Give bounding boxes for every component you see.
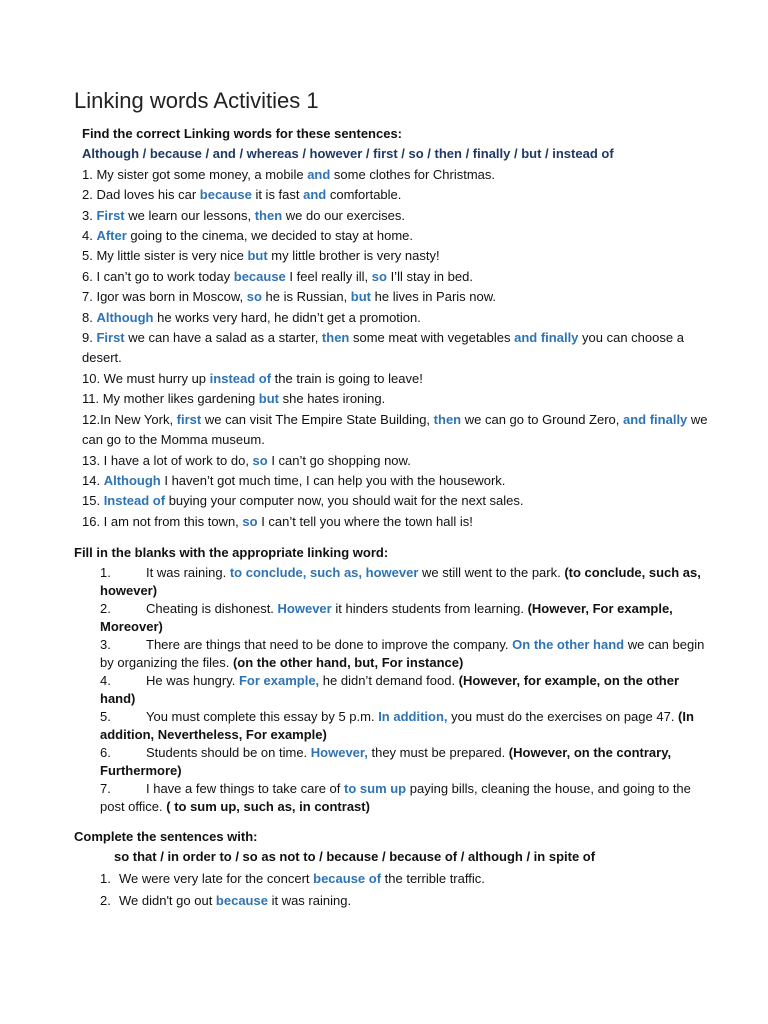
linking-word: and finally	[623, 411, 688, 427]
linking-word: First	[96, 330, 125, 346]
sentence-text: comfortable.	[326, 187, 402, 203]
sentence-text: the train is going to leave!	[271, 370, 423, 386]
linking-word: After	[96, 228, 127, 244]
sentence-text: going to the cinema, we decided to stay at home.	[126, 228, 413, 244]
linking-word: because	[233, 268, 286, 284]
sentence-text: 6. I can’t go to work today	[82, 268, 234, 284]
linking-word: and finally	[514, 330, 579, 346]
answer-options: (However, on the contrary, Furthermore)	[100, 745, 672, 779]
answer-word: However,	[310, 745, 368, 761]
sentence-5	[82, 246, 722, 266]
sentence-8	[82, 308, 722, 328]
sentence-text: 15.	[82, 493, 104, 509]
linking-word: then	[433, 411, 462, 427]
sentence-text: buying your computer now, you should wait for the next sales.	[165, 493, 524, 509]
fill-item-3	[74, 636, 714, 672]
item-text: we still went to the park.	[418, 564, 565, 580]
section2-item-list	[74, 564, 714, 816]
fill-item-1	[74, 564, 714, 600]
sentence-2	[82, 185, 722, 205]
sentence-text: some meat with vegetables	[349, 330, 515, 346]
linking-word: First	[96, 207, 125, 223]
sentence-text: 4.	[82, 228, 97, 244]
sentence-10	[82, 369, 722, 389]
answer-word: to conclude, such as, however	[229, 564, 419, 580]
sentence-text: I haven’t got much time, I can help you with the housework.	[160, 472, 506, 488]
fill-item-6	[74, 744, 714, 780]
linking-word: so	[252, 452, 268, 468]
sentence-text: we learn our lessons,	[124, 207, 255, 223]
item-number: 4.	[100, 673, 111, 689]
section-fill-blanks	[74, 544, 714, 816]
sentence-text: you can choose a desert.	[82, 330, 684, 366]
section-linking-sentences	[82, 124, 722, 532]
sentence-9	[82, 328, 722, 369]
item-text: you must do the exercises on page 47.	[447, 709, 679, 725]
sentence-16	[82, 512, 722, 532]
sentence-text: it was raining.	[267, 893, 352, 908]
sentence-text: we can go to the Momma museum.	[82, 411, 708, 448]
item-number: 1.	[100, 871, 111, 886]
sentence-text: We were very late for the concert	[119, 871, 314, 886]
item-text: paying bills, cleaning the house, and going to the post office.	[100, 781, 691, 815]
sentence-13	[82, 451, 722, 471]
item-text: I have a few things to take care of	[146, 781, 345, 797]
fill-item-5	[74, 708, 714, 744]
sentence-text: my little brother is very nasty!	[267, 248, 440, 264]
sentence-text: 11. My mother likes gardening	[82, 391, 259, 407]
linking-word: Instead of	[103, 493, 166, 509]
sentence-text: 14.	[82, 472, 104, 488]
sentence-15	[82, 491, 722, 511]
item-number: 3.	[100, 636, 111, 652]
sentence-6	[82, 267, 722, 287]
linking-word: because	[215, 893, 268, 908]
item-text: we can begin by organizing the files.	[100, 636, 705, 670]
item-text: There are things that need to be done to improve the company.	[146, 636, 513, 652]
item-text: Students should be on time.	[146, 745, 311, 761]
answer-word: However	[277, 600, 332, 616]
linking-word: then	[321, 330, 350, 346]
linking-word: because of	[313, 871, 382, 886]
linking-word: Although	[103, 472, 161, 488]
sentence-text: 10. We must hurry up	[82, 370, 210, 386]
sentence-text: we can have a salad as a starter,	[124, 330, 322, 346]
sentence-text: We didn't go out	[119, 893, 216, 908]
linking-word: so	[246, 289, 262, 305]
section3-heading: Complete the sentences with:	[74, 829, 258, 844]
sentence-text: I can’t go shopping now.	[267, 452, 411, 468]
sentence-text: it is fast	[251, 187, 304, 203]
answer-word: On the other hand	[512, 636, 625, 652]
section1-sentence-list	[82, 165, 722, 532]
sentence-text: he is Russian,	[261, 289, 351, 305]
sentence-text: 9.	[82, 330, 97, 346]
section2-heading: Fill in the blanks with the appropriate linking word:	[74, 545, 389, 560]
linking-word: but	[247, 248, 268, 264]
answer-options: (on the other hand, but, For instance)	[232, 654, 464, 670]
sentence-text: I can’t tell you where the town hall is!	[257, 513, 473, 529]
item-text: he didn’t demand food.	[319, 673, 459, 689]
linking-word: then	[254, 207, 283, 223]
complete-item-2	[74, 891, 714, 911]
answer-options: (to conclude, such as, however)	[100, 564, 701, 598]
answer-options: (However, for example, on the other hand)	[100, 673, 679, 706]
sentence-4	[82, 226, 722, 246]
sentence-14	[82, 471, 722, 491]
sentence-12	[82, 410, 722, 451]
sentence-1	[82, 165, 722, 185]
linking-word: but	[350, 289, 372, 305]
linking-word: Although	[96, 309, 154, 325]
section1-word-list: Although / because / and / whereas / however / first / so / then / finally / but / instead of	[82, 146, 614, 162]
section1-heading: Find the correct Linking words for these sentences:	[82, 126, 403, 141]
item-text: Cheating is dishonest.	[146, 600, 278, 616]
answer-word: For example,	[238, 673, 320, 689]
answer-word: to sum up	[344, 781, 407, 797]
sentence-7	[82, 287, 722, 307]
section3-item-list	[74, 869, 714, 911]
sentence-11	[82, 389, 722, 409]
section-complete-sentences	[74, 827, 714, 911]
fill-item-4	[74, 672, 714, 708]
fill-item-7	[74, 780, 714, 816]
linking-word: so	[242, 513, 258, 529]
sentence-text: 16. I am not from this town,	[82, 513, 243, 529]
sentence-text: 2. Dad loves his car	[82, 187, 200, 203]
linking-word: first	[176, 411, 202, 427]
item-number: 7.	[100, 781, 111, 797]
section3-options: so that / in order to / so as not to / because / because of / although / in spite of	[114, 849, 596, 864]
linking-word: and	[307, 166, 331, 182]
complete-item-1	[74, 869, 714, 889]
sentence-text: 5. My little sister is very nice	[82, 248, 248, 264]
answer-options: (However, For example, Moreover)	[100, 600, 673, 634]
linking-word: because	[199, 187, 252, 203]
sentence-text: I’ll stay in bed.	[386, 268, 473, 284]
sentence-text: 7. Igor was born in Moscow,	[82, 289, 247, 305]
sentence-text: 13. I have a lot of work to do,	[82, 452, 253, 468]
sentence-text: 3.	[82, 207, 97, 223]
page-title: Linking words Activities 1	[74, 88, 319, 113]
sentence-text: 12.In New York,	[82, 411, 177, 427]
sentence-text: we do our exercises.	[282, 207, 406, 223]
sentence-text: we can go to Ground Zero,	[461, 411, 623, 427]
item-number: 2.	[100, 893, 111, 908]
item-number: 5.	[100, 709, 111, 725]
linking-word: so	[371, 268, 387, 284]
sentence-text: I feel really ill,	[285, 268, 372, 284]
sentence-text: he works very hard, he didn’t get a promotion.	[153, 309, 421, 325]
linking-word: and	[303, 187, 327, 203]
item-number: 1.	[100, 564, 111, 580]
answer-word: In addition,	[378, 709, 448, 725]
answer-options: ( to sum up, such as, in contrast)	[166, 799, 370, 815]
sentence-text: 1. My sister got some money, a mobile	[82, 166, 308, 182]
sentence-text: 8.	[82, 309, 97, 325]
item-text: He was hungry.	[146, 673, 239, 689]
item-number: 6.	[100, 745, 111, 761]
sentence-text: she hates ironing.	[279, 391, 386, 407]
item-text: it hinders students from learning.	[331, 600, 528, 616]
sentence-text: some clothes for Christmas.	[330, 166, 496, 182]
item-number: 2.	[100, 600, 111, 616]
fill-item-2	[74, 600, 714, 636]
item-text: It was raining.	[146, 564, 230, 580]
sentence-3	[82, 206, 722, 226]
answer-options: (In addition, Nevertheless, For example)	[100, 709, 694, 742]
sentence-text: we can visit The Empire State Building,	[201, 411, 434, 427]
sentence-text: he lives in Paris now.	[371, 289, 497, 305]
linking-word: instead of	[209, 370, 272, 386]
item-text: You must complete this essay by 5 p.m.	[146, 709, 379, 725]
item-text: they must be prepared.	[367, 745, 509, 761]
sentence-text: the terrible traffic.	[381, 871, 485, 886]
linking-word: but	[258, 391, 280, 407]
